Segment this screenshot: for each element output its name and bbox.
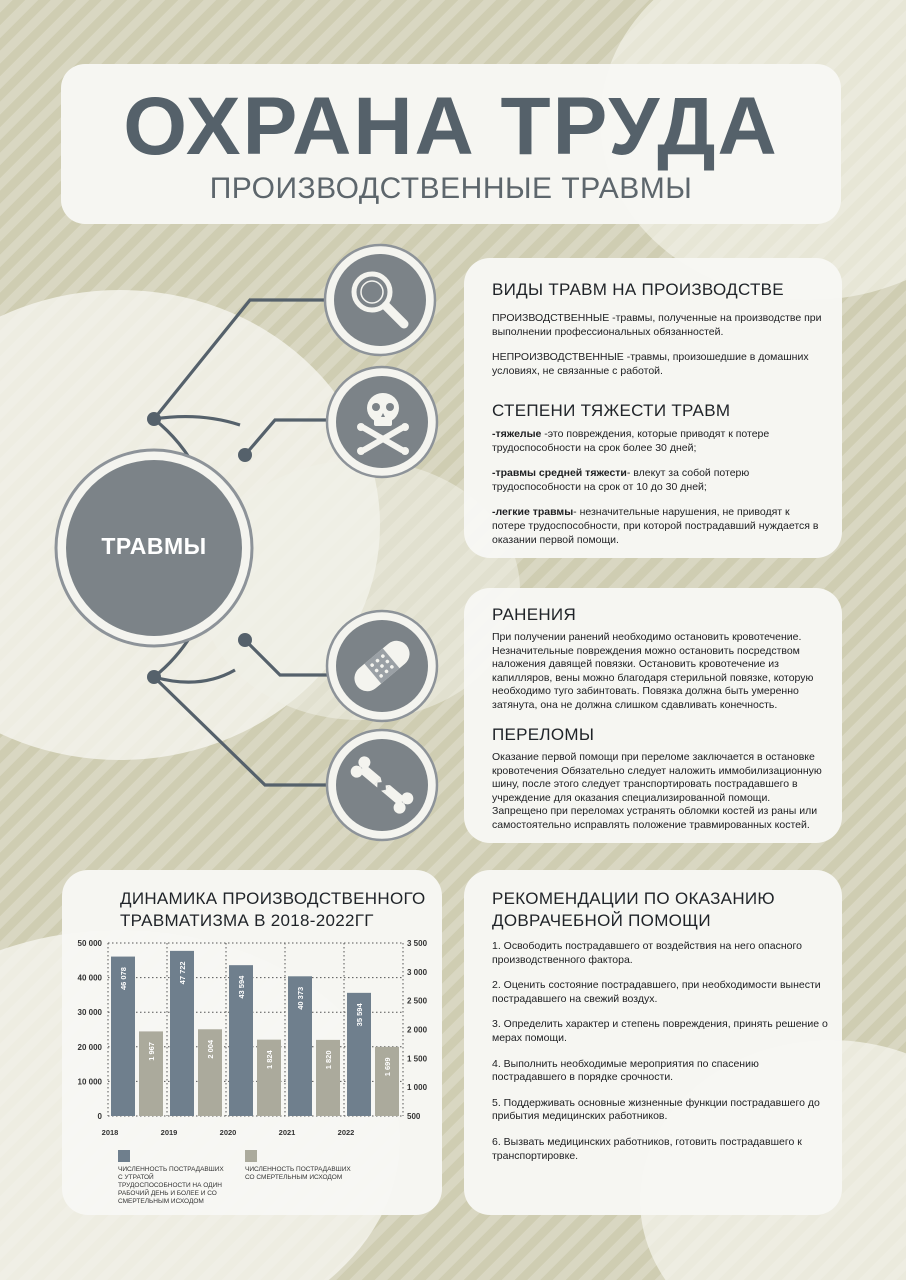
y-left-tick-label: 20 000: [77, 1042, 102, 1052]
page-subtitle: ПРОИЗВОДСТВЕННЫЕ ТРАВМЫ: [209, 172, 693, 205]
severity-item-light: -легкие травмы- незначительные нарушения, не приводят к потере трудоспособности, при которой пострадавший нуждается в оказании первой помощи.: [492, 506, 819, 546]
recommendation-item: 4. Выполнить необходимые мероприятия по спасению пострадавшего в порядке срочности.: [492, 1057, 759, 1084]
wounds-text: При получении ранений необходимо остановить кровотечение. Незначительные повреждения можно остановить посредством наложения давящей повязки. Остановить кровотечение из капилляров, вены можно благодаря стерильной повязке, которую необходимо туго забинтовать. Повязка должна быть умеренно затянута, она не должна слишком сдавливать конечность.: [492, 631, 814, 711]
legend-label-light: ЧИСЛЕННОСТЬ ПОСТРАДАВШИХ СО СМЕРТЕЛЬНЫМ ИСХОДОМ: [245, 1166, 351, 1181]
bar-light: [375, 1047, 399, 1116]
bar-light-value-label: 1 967: [147, 1042, 156, 1061]
legend-swatch-light: [245, 1150, 257, 1162]
injury-types-non-occupational: НЕПРОИЗВОДСТВЕННЫЕ -травмы, произошедшие в домашних условиях, не связанные с работой.: [492, 351, 809, 377]
recommendation-item: 2. Оценить состояние пострадавшего, при необходимости вынести пострадавшего на свежий воздух.: [492, 979, 821, 1005]
recommendations-title: РЕКОМЕНДАЦИИ ПО ОКАЗАНИЮ ДОВРАЧЕБНОЙ ПОМОЩИ: [492, 889, 775, 930]
y-right-tick-label: 3 000: [407, 967, 428, 977]
x-tick-label: 2021: [278, 1128, 296, 1137]
fractures-text: Оказание первой помощи при переломе заключается в остановке кровотечения Обязательно следует наложить иммобилизационную шину, после этого следует транспортировать пострадавшего в учреждение для оказания специализированной помощи. Запрещено при переломах устранять обломки костей из раны или самостоятельно исправлять положение травмированных костей.: [492, 751, 822, 831]
recommendations-card: [464, 870, 842, 1215]
bar-dark-value-label: 43 594: [237, 975, 246, 999]
y-left-tick-label: 0: [97, 1112, 102, 1121]
page-title: ОХРАНА ТРУДА: [123, 81, 779, 172]
legend-swatch-dark: [118, 1150, 130, 1162]
bar-light-value-label: 1 824: [265, 1050, 274, 1070]
recommendation-item: 5. Поддерживать основные жизненные функции пострадавшего до прибытия медицинских работников.: [492, 1096, 820, 1123]
y-right-tick-label: 3 500: [407, 939, 428, 948]
bar-dark-value-label: 40 373: [296, 986, 305, 1010]
x-tick-label: 2019: [160, 1128, 178, 1137]
bar-dark-value-label: 46 078: [119, 967, 128, 991]
injury-types-title: ВИДЫ ТРАВМ НА ПРОИЗВОДСТВЕ: [492, 280, 784, 299]
bar-light-value-label: 2 004: [206, 1039, 215, 1059]
y-left-tick-label: 10 000: [77, 1077, 102, 1087]
chart-legend: [118, 1150, 418, 1210]
chart-title: ДИНАМИКА ПРОИЗВОДСТВЕННОГО ТРАВМАТИЗМА В 2018-2022ГГ: [120, 889, 426, 930]
injury-types-occupational: ПРОИЗВОДСТВЕННЫЕ -травмы, полученные на производстве при выполнении профессиональных обязанностей.: [492, 312, 822, 338]
recommendation-item: 1. Освободить пострадавшего от воздействия на него опасного производственного фактора.: [492, 940, 802, 966]
hub-label: ТРАВМЫ: [101, 533, 207, 559]
y-left-tick-label: 50 000: [77, 939, 102, 948]
x-tick-label: 2022: [337, 1128, 355, 1137]
y-right-tick-label: 2 500: [407, 996, 428, 1006]
y-right-tick-label: 2 000: [407, 1025, 428, 1035]
y-left-tick-label: 40 000: [77, 973, 102, 983]
y-right-tick-label: 1 500: [407, 1054, 428, 1064]
x-tick-label: 2020: [219, 1128, 237, 1137]
bar-dark-value-label: 35 594: [355, 1003, 364, 1027]
severity-item-moderate: -травмы средней тяжести- влекут за собой потерю трудоспособности на срок от 10 до 30 дней;: [492, 467, 750, 493]
recommendation-item: 3. Определить характер и степень повреждения, принять решение о мерах помощи.: [492, 1018, 828, 1044]
severity-title: СТЕПЕНИ ТЯЖЕСТИ ТРАВМ: [492, 401, 731, 420]
x-tick-label: 2018: [101, 1128, 119, 1137]
wounds-title: РАНЕНИЯ: [492, 605, 577, 624]
bar-light-value-label: 1 699: [383, 1057, 392, 1077]
fractures-title: ПЕРЕЛОМЫ: [492, 725, 595, 744]
severity-item-severe: -тяжелые -это повреждения, которые приводят к потере трудоспособности на срок более 30 дней;: [492, 428, 770, 454]
bar-light-value-label: 1 820: [324, 1050, 333, 1070]
y-left-tick-label: 30 000: [77, 1008, 102, 1018]
legend-label-dark: ЧИСЛЕННОСТЬ ПОСТРАДАВШИХ С УТРАТОЙ ТРУДОСПОСОБНОСТИ НА ОДИН РАБОЧИЙ ДЕНЬ И БОЛЕЕ И СО СМЕРТЕЛЬНЫМ ИСХОДОМ: [118, 1166, 224, 1205]
y-right-tick-label: 500: [407, 1112, 421, 1121]
y-right-tick-label: 1 000: [407, 1083, 428, 1093]
bar-dark-value-label: 47 722: [178, 961, 187, 985]
recommendation-item: 6. Вызвать медицинских работников, готовить пострадавшего к транспортировке.: [492, 1135, 802, 1162]
